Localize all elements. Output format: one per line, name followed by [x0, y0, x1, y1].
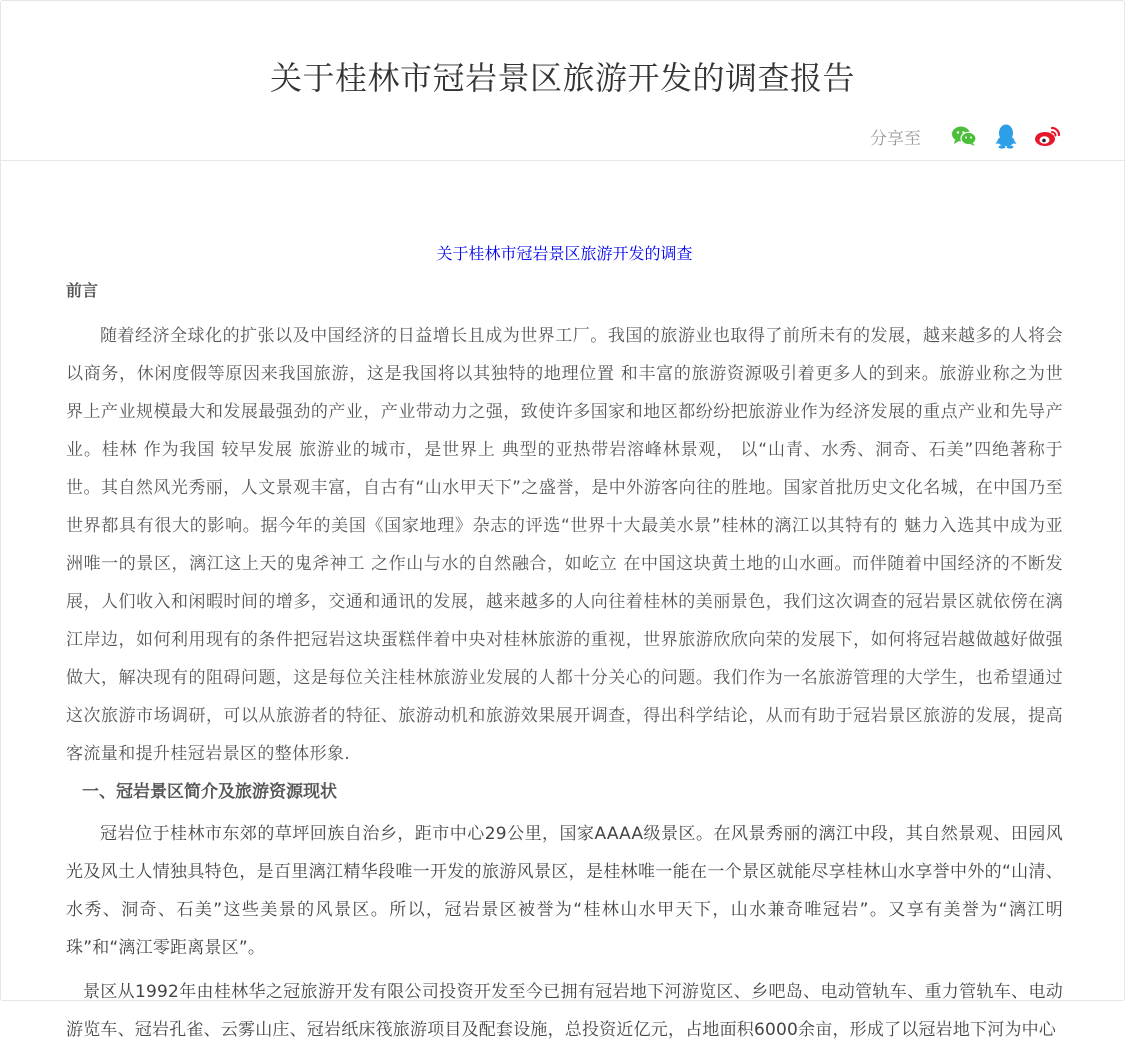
share-bar [870, 121, 1062, 151]
section-paragraph: 冠岩位于桂林市东郊的草坪回族自治乡，距市中心29公里，国家AAAA级景区。在风景秀丽的漓江中段，其自然景观、田园风光及风土人情独具特色，是百里漓江精华段唯一开发的旅游风景区，是桂林唯一能在一个景区就能尽享桂林山水享誉中外的“山清、水秀、洞奇、石美”这些美景的风景区。所以，冠岩景区被誉为“桂林山水甲天下，山水兼奇唯冠岩”。又享有美誉为“漓江明珠”和“漓江零距离景区”。 [66, 824, 1063, 958]
preface-heading: 前言 [66, 281, 99, 300]
article-body [66, 241, 1063, 1049]
share-label: 分享至 [870, 128, 921, 149]
page-title: 关于桂林市冠岩景区旅游开发的调查报告 [269, 59, 855, 97]
article-header [1, 1, 1124, 161]
preface-paragraph: 随着经济全球化的扩张以及中国经济的日益增长且成为世界工厂。我国的旅游业也取得了前所未有的发展，越来越多的人将会以商务，休闲度假等原因来我国旅游，这是我国将以其独特的地理位置 和丰富的旅游资源吸引着更多人的到来。旅游业称之为世界上产业规模最大和发展最强劲的产业，产业带动力之强，致使许多国家和地区都纷纷把旅游业作为经济发展的重点产业和先导产业。桂林 作为我国 较早发展 旅游业的城市，是世界上 典型的亚热带岩溶峰林景观， 以“山青、水秀、洞奇、石美”四绝著称于世。其自然风光秀丽，人文景观丰富，自古有“山水甲天下”之盛誉，是中外游客向往的胜地。国家首批历史文化名城，在中国乃至世界都具有很大的影响。据今年的美国《国家地理》杂志的评选“世界十大最美水景”桂林的漓江以其特有的 魅力入选其中成为亚洲唯一的景区，漓江这上天的鬼斧神工 之作山与水的自然融合，如屹立 在中国这块黄土地的山水画。而伴随着中国经济的不断发展，人们收入和闲暇时间的增多，交通和通讯的发展，越来越多的人向往着桂林的美丽景色，我们这次调查的冠岩景区就依傍在漓江岸边，如何利用现有的条件把冠岩这块蛋糕伴着中央对桂林旅游的重视，世界旅游欣欣向荣的发展下，如何将冠岩越做越好做强做大，解决现有的阻碍问题，这是每位关注桂林旅游业发展的人都十分关心的问题。我们作为一名旅游管理的大学生，也希望通过这次旅游市场调研，可以从旅游者的特征、旅游动机和旅游效果展开调查，得出科学结论，从而有助于冠岩景区旅游的发展，提高客流量和提升桂冠岩景区的整体形象. [66, 326, 1063, 764]
weibo-icon[interactable] [1034, 122, 1062, 150]
wechat-icon[interactable] [950, 122, 978, 150]
section-heading: 一、冠岩景区简介及旅游资源现状 [82, 782, 337, 802]
document-title: 关于桂林市冠岩景区旅游开发的调查 [436, 244, 693, 263]
section-paragraph-2: 景区从1992年由桂林华之冠旅游开发有限公司投资开发至今已拥有冠岩地下河游览区、乡吧岛、电动管轨车、重力管轨车、电动游览车、冠岩孔雀、云雾山庄、冠岩纸床筏旅游项目及配套设施，总投资近亿元，占地面积6000余亩，形成了以冠岩地下河为中心 [66, 982, 1063, 1040]
qq-icon[interactable] [992, 122, 1020, 150]
